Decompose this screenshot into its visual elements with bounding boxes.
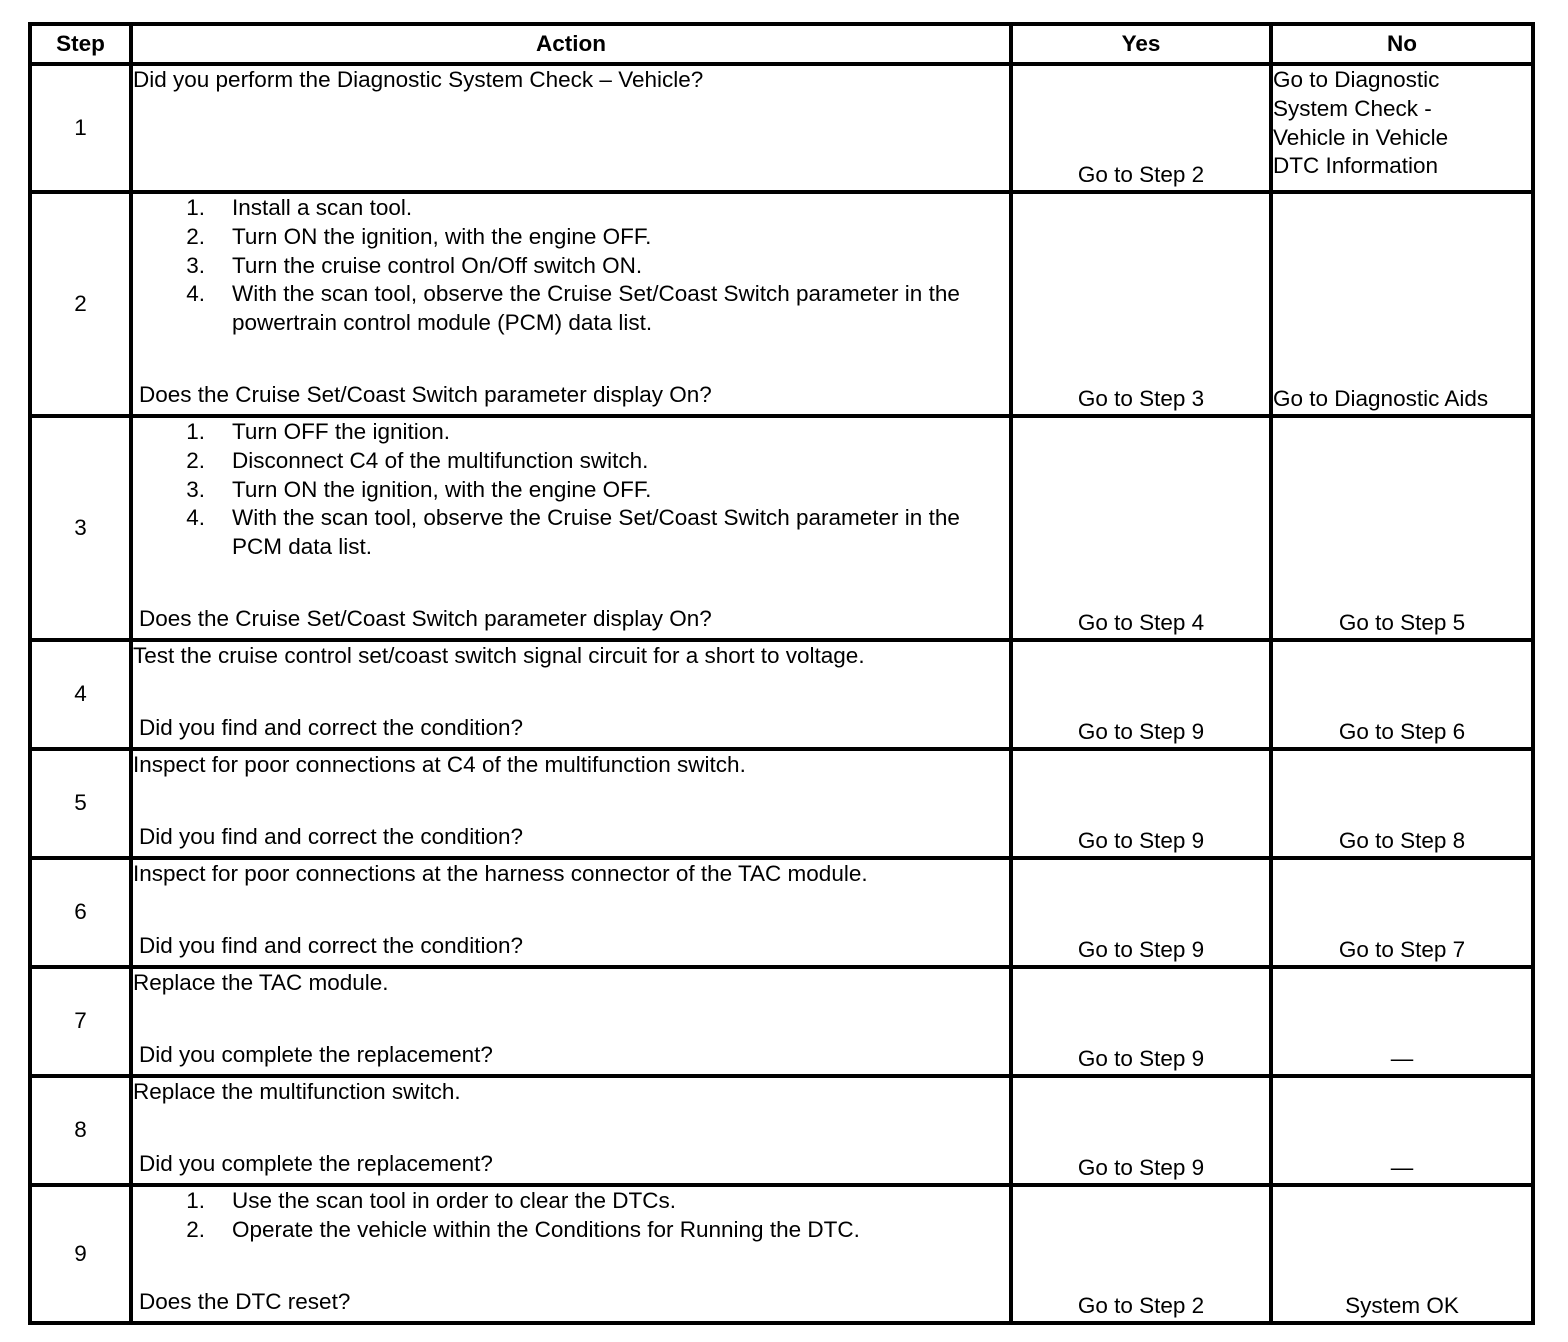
yes-cell: Go to Step 9 (1011, 1076, 1271, 1185)
question-text: Did you complete the replacement? (139, 1151, 493, 1177)
no-line: DTC Information (1273, 153, 1439, 179)
yes-cell: Go to Step 2 (1011, 1185, 1271, 1323)
step-number: 8 (30, 1076, 131, 1185)
no-line: Go to Diagnostic (1273, 67, 1440, 92)
step-number: 5 (30, 749, 131, 858)
action-text: Replace the multifunction switch. (133, 1079, 461, 1104)
action-cell (131, 64, 1011, 192)
procedure-list (133, 418, 1009, 562)
no-cell: Go to Step 6 (1271, 640, 1533, 749)
step-number: 1 (30, 64, 131, 192)
action-cell (131, 858, 1011, 967)
header-no: No (1271, 24, 1533, 64)
action-cell (131, 640, 1011, 749)
procedure-item: 3. Turn ON the ignition, with the engine OFF. (186, 476, 652, 502)
yes-cell: Go to Step 2 (1011, 64, 1271, 192)
step-number: 9 (30, 1185, 131, 1323)
table-row-step-3 (30, 416, 1533, 640)
procedure-item: 4. With the scan tool, observe the Cruise Set/Coast Switch parameter in the PCM data list. (186, 505, 960, 560)
table-row-step-9 (30, 1185, 1533, 1323)
procedure-item: 1. Use the scan tool in order to clear the DTCs. (186, 1188, 676, 1213)
yes-cell: Go to Step 3 (1011, 192, 1271, 416)
action-text: Did you perform the Diagnostic System Check – Vehicle? (133, 67, 704, 92)
procedure-item: 2. Operate the vehicle within the Conditions for Running the DTC. (186, 1216, 860, 1242)
procedure-item: 1. Install a scan tool. (186, 195, 413, 220)
yes-cell: Go to Step 4 (1011, 416, 1271, 640)
no-cell: Go to Step 8 (1271, 749, 1533, 858)
procedure-item: 2. Disconnect C4 of the multifunction switch. (186, 447, 649, 473)
question-text: Does the Cruise Set/Coast Switch parameter display On? (139, 606, 712, 632)
question-text: Did you find and correct the condition? (139, 933, 523, 959)
diagnostic-table (28, 22, 1535, 1325)
no-line: System Check - (1273, 95, 1432, 121)
table-row-step-7 (30, 967, 1533, 1076)
no-cell: Go to Step 7 (1271, 858, 1533, 967)
step-number: 4 (30, 640, 131, 749)
step-number: 2 (30, 192, 131, 416)
procedure-list (133, 1187, 1009, 1245)
action-text: Test the cruise control set/coast switch signal circuit for a short to voltage. (133, 643, 865, 668)
action-text: Inspect for poor connections at C4 of the multifunction switch. (133, 752, 746, 777)
action-cell (131, 192, 1011, 416)
table-row-step-4 (30, 640, 1533, 749)
procedure-item: 3. Turn the cruise control On/Off switch ON. (186, 252, 643, 278)
no-cell: Go to Diagnostic Aids (1271, 192, 1533, 416)
no-cell: Go to Step 5 (1271, 416, 1533, 640)
procedure-item: 2. Turn ON the ignition, with the engine OFF. (186, 223, 652, 249)
action-cell (131, 416, 1011, 640)
table-row-step-6 (30, 858, 1533, 967)
question-text: Did you find and correct the condition? (139, 824, 523, 850)
yes-cell: Go to Step 9 (1011, 858, 1271, 967)
no-line: Vehicle in Vehicle (1273, 124, 1449, 150)
header-yes: Yes (1011, 24, 1271, 64)
header-row (30, 24, 1533, 64)
no-cell (1271, 64, 1533, 192)
question-text: Does the Cruise Set/Coast Switch parameter display On? (139, 382, 712, 408)
action-cell (131, 1185, 1011, 1323)
table-row-step-8 (30, 1076, 1533, 1185)
header-action: Action (131, 24, 1011, 64)
action-text: Replace the TAC module. (133, 970, 389, 995)
procedure-item: 4. With the scan tool, observe the Cruise Set/Coast Switch parameter in the powertrain control module (PCM) data list. (186, 281, 960, 336)
question-text: Did you complete the replacement? (139, 1042, 493, 1068)
table-row-step-1 (30, 64, 1533, 192)
step-number: 7 (30, 967, 131, 1076)
step-number: 3 (30, 416, 131, 640)
no-cell: — (1271, 967, 1533, 1076)
yes-cell: Go to Step 9 (1011, 967, 1271, 1076)
yes-cell: Go to Step 9 (1011, 640, 1271, 749)
no-cell: System OK (1271, 1185, 1533, 1323)
step-number: 6 (30, 858, 131, 967)
procedure-list (133, 194, 1009, 338)
yes-cell: Go to Step 9 (1011, 749, 1271, 858)
table-row-step-5 (30, 749, 1533, 858)
action-text: Inspect for poor connections at the harness connector of the TAC module. (133, 861, 868, 886)
question-text: Did you find and correct the condition? (139, 715, 523, 741)
question-text: Does the DTC reset? (139, 1289, 351, 1315)
table-row-step-2 (30, 192, 1533, 416)
no-cell: — (1271, 1076, 1533, 1185)
action-cell (131, 967, 1011, 1076)
procedure-item: 1. Turn OFF the ignition. (186, 419, 451, 444)
header-step: Step (30, 24, 131, 64)
action-cell (131, 749, 1011, 858)
action-cell (131, 1076, 1011, 1185)
